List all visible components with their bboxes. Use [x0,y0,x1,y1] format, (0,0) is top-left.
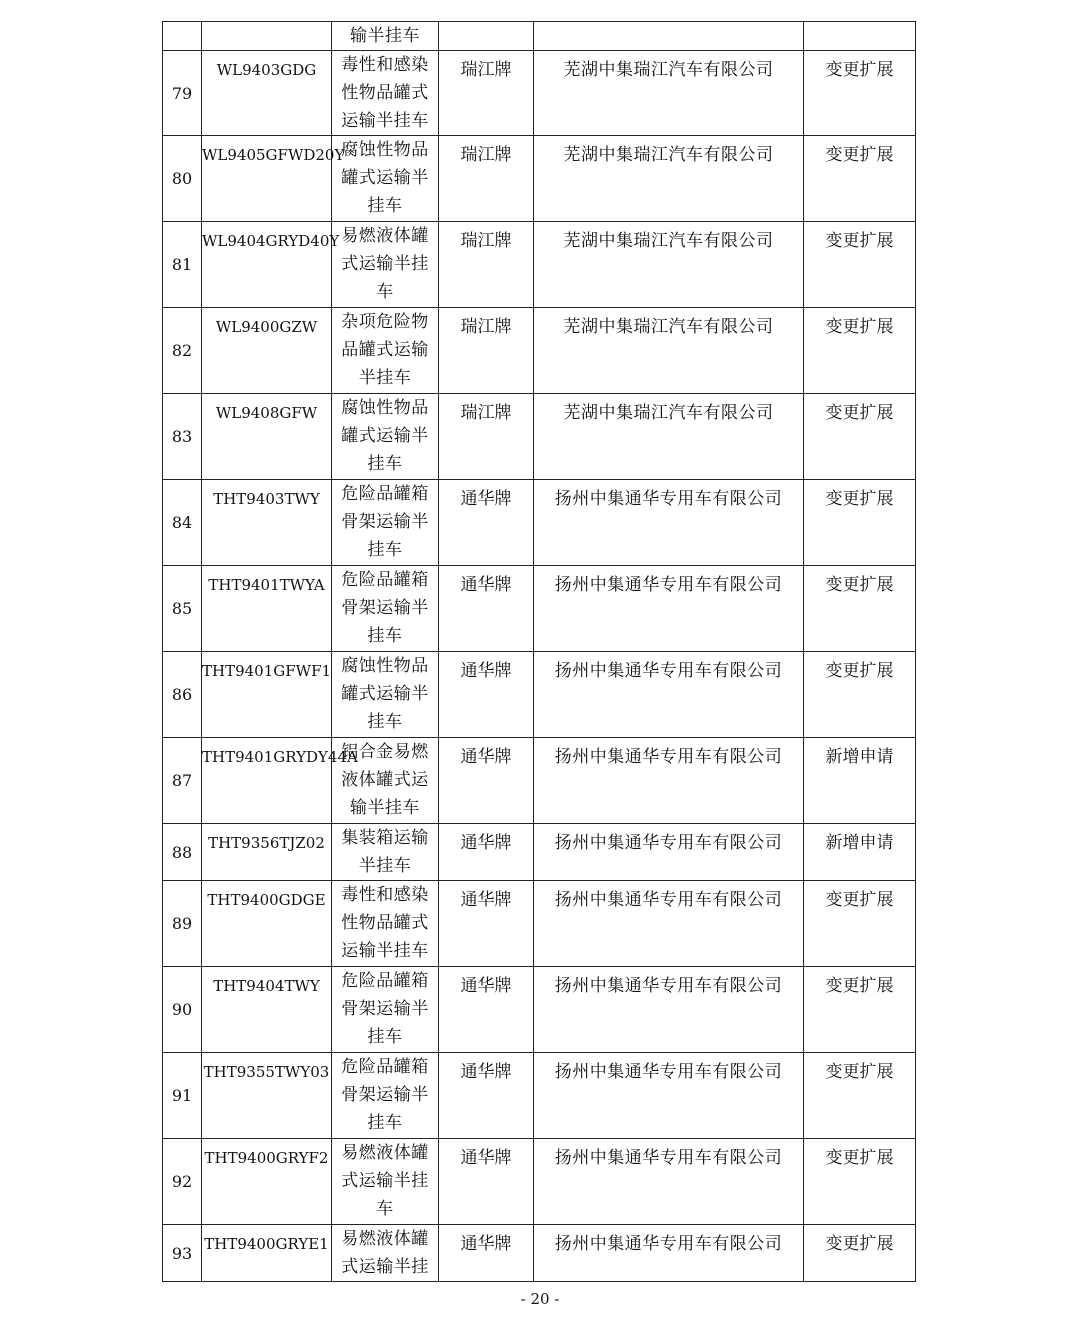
vehicle-type-cell: 危险品罐箱骨架运输半挂车 [332,480,439,566]
row-index-cell: 86 [163,652,202,738]
brand-cell: 通华牌 [439,566,534,652]
model-cell: THT9355TWY03 [202,1053,332,1139]
brand-cell: 通华牌 [439,1225,534,1282]
table-row [163,222,916,308]
vehicle-type-cell: 集装箱运输半挂车 [332,824,439,881]
model-cell: THT9356TJZ02 [202,824,332,881]
table-row [163,51,916,136]
page-number: - 20 - [520,1290,560,1308]
model-cell: THT9400GDGE [202,881,332,967]
brand-cell: 瑞江牌 [439,308,534,394]
company-cell: 芜湖中集瑞江汽车有限公司 [534,308,804,394]
table-row [163,652,916,738]
category-cell: 变更扩展 [804,1225,916,1282]
category-cell: 新增申请 [804,738,916,824]
model-cell: WL9408GFW [202,394,332,480]
company-cell: 芜湖中集瑞江汽车有限公司 [534,136,804,222]
company-cell: 扬州中集通华专用车有限公司 [534,738,804,824]
brand-cell: 瑞江牌 [439,394,534,480]
category-cell: 变更扩展 [804,136,916,222]
model-cell: THT9404TWY [202,967,332,1053]
category-cell: 变更扩展 [804,51,916,136]
brand-cell: 瑞江牌 [439,222,534,308]
model-cell: WL9405GFWD20Y [202,136,332,222]
category-cell: 变更扩展 [804,1053,916,1139]
category-cell: 变更扩展 [804,394,916,480]
row-index-cell: 82 [163,308,202,394]
table-row [163,881,916,967]
model-cell: THT9403TWY [202,480,332,566]
table-row [163,136,916,222]
row-index-cell: 88 [163,824,202,881]
vehicle-type-cell: 铝合金易燃液体罐式运输半挂车 [332,738,439,824]
brand-cell: 通华牌 [439,967,534,1053]
model-cell: THT9401GFWF1 [202,652,332,738]
table-body [163,22,916,1282]
model-cell: WL9403GDG [202,51,332,136]
row-index-cell: 80 [163,136,202,222]
row-index-cell: 89 [163,881,202,967]
company-cell: 扬州中集通华专用车有限公司 [534,566,804,652]
vehicle-type-cell: 毒性和感染性物品罐式运输半挂车 [332,51,439,136]
model-cell: WL9400GZW [202,308,332,394]
row-index-cell: 93 [163,1225,202,1282]
table-row [163,1225,916,1282]
row-index-cell: 83 [163,394,202,480]
category-cell: 变更扩展 [804,967,916,1053]
row-index-cell: 81 [163,222,202,308]
model-cell: THT9400GRYF2 [202,1139,332,1225]
company-cell: 扬州中集通华专用车有限公司 [534,1053,804,1139]
vehicle-type-cell: 易燃液体罐式运输半挂车 [332,1139,439,1225]
model-cell: THT9401TWYA [202,566,332,652]
vehicle-type-cell: 杂项危险物品罐式运输半挂车 [332,308,439,394]
table-row [163,738,916,824]
brand-cell [439,22,534,51]
model-cell [202,22,332,51]
row-index-cell: 92 [163,1139,202,1225]
category-cell: 变更扩展 [804,308,916,394]
vehicle-type-cell: 危险品罐箱骨架运输半挂车 [332,967,439,1053]
table-row [163,1139,916,1225]
category-cell: 变更扩展 [804,881,916,967]
model-cell: THT9400GRYE1 [202,1225,332,1282]
category-cell: 变更扩展 [804,1139,916,1225]
table-row-continued [163,22,916,51]
company-cell: 芜湖中集瑞江汽车有限公司 [534,394,804,480]
vehicle-type-cell: 毒性和感染性物品罐式运输半挂车 [332,881,439,967]
row-index-cell [163,22,202,51]
vehicle-type-cell: 危险品罐箱骨架运输半挂车 [332,1053,439,1139]
brand-cell: 通华牌 [439,738,534,824]
table-row [163,1053,916,1139]
company-cell: 扬州中集通华专用车有限公司 [534,881,804,967]
category-cell: 变更扩展 [804,480,916,566]
category-cell [804,22,916,51]
category-cell: 变更扩展 [804,222,916,308]
table-row [163,308,916,394]
brand-cell: 瑞江牌 [439,136,534,222]
company-cell: 扬州中集通华专用车有限公司 [534,967,804,1053]
vehicle-type-cell: 易燃液体罐式运输半挂 [332,1225,439,1282]
row-index-cell: 84 [163,480,202,566]
vehicle-type-cell: 腐蚀性物品罐式运输半挂车 [332,652,439,738]
vehicle-type-cell: 危险品罐箱骨架运输半挂车 [332,566,439,652]
table-row [163,480,916,566]
row-index-cell: 85 [163,566,202,652]
brand-cell: 瑞江牌 [439,51,534,136]
vehicle-type-cell: 输半挂车 [332,22,439,51]
brand-cell: 通华牌 [439,1139,534,1225]
company-cell: 扬州中集通华专用车有限公司 [534,1225,804,1282]
brand-cell: 通华牌 [439,480,534,566]
brand-cell: 通华牌 [439,824,534,881]
model-cell: WL9404GRYD40Y [202,222,332,308]
vehicle-type-cell: 腐蚀性物品罐式运输半挂车 [332,394,439,480]
brand-cell: 通华牌 [439,652,534,738]
row-index-cell: 91 [163,1053,202,1139]
brand-cell: 通华牌 [439,1053,534,1139]
company-cell: 扬州中集通华专用车有限公司 [534,652,804,738]
row-index-cell: 79 [163,51,202,136]
table-row [163,566,916,652]
company-cell [534,22,804,51]
row-index-cell: 90 [163,967,202,1053]
company-cell: 扬州中集通华专用车有限公司 [534,824,804,881]
category-cell: 新增申请 [804,824,916,881]
vehicle-type-cell: 易燃液体罐式运输半挂车 [332,222,439,308]
company-cell: 芜湖中集瑞江汽车有限公司 [534,222,804,308]
model-cell: THT9401GRYDY44A [202,738,332,824]
brand-cell: 通华牌 [439,881,534,967]
table-row [163,394,916,480]
category-cell: 变更扩展 [804,566,916,652]
table-row [163,967,916,1053]
table-row [163,824,916,881]
company-cell: 扬州中集通华专用车有限公司 [534,480,804,566]
company-cell: 扬州中集通华专用车有限公司 [534,1139,804,1225]
company-cell: 芜湖中集瑞江汽车有限公司 [534,51,804,136]
vehicle-type-cell: 腐蚀性物品罐式运输半挂车 [332,136,439,222]
category-cell: 变更扩展 [804,652,916,738]
vehicle-catalog-table [162,21,916,1282]
row-index-cell: 87 [163,738,202,824]
